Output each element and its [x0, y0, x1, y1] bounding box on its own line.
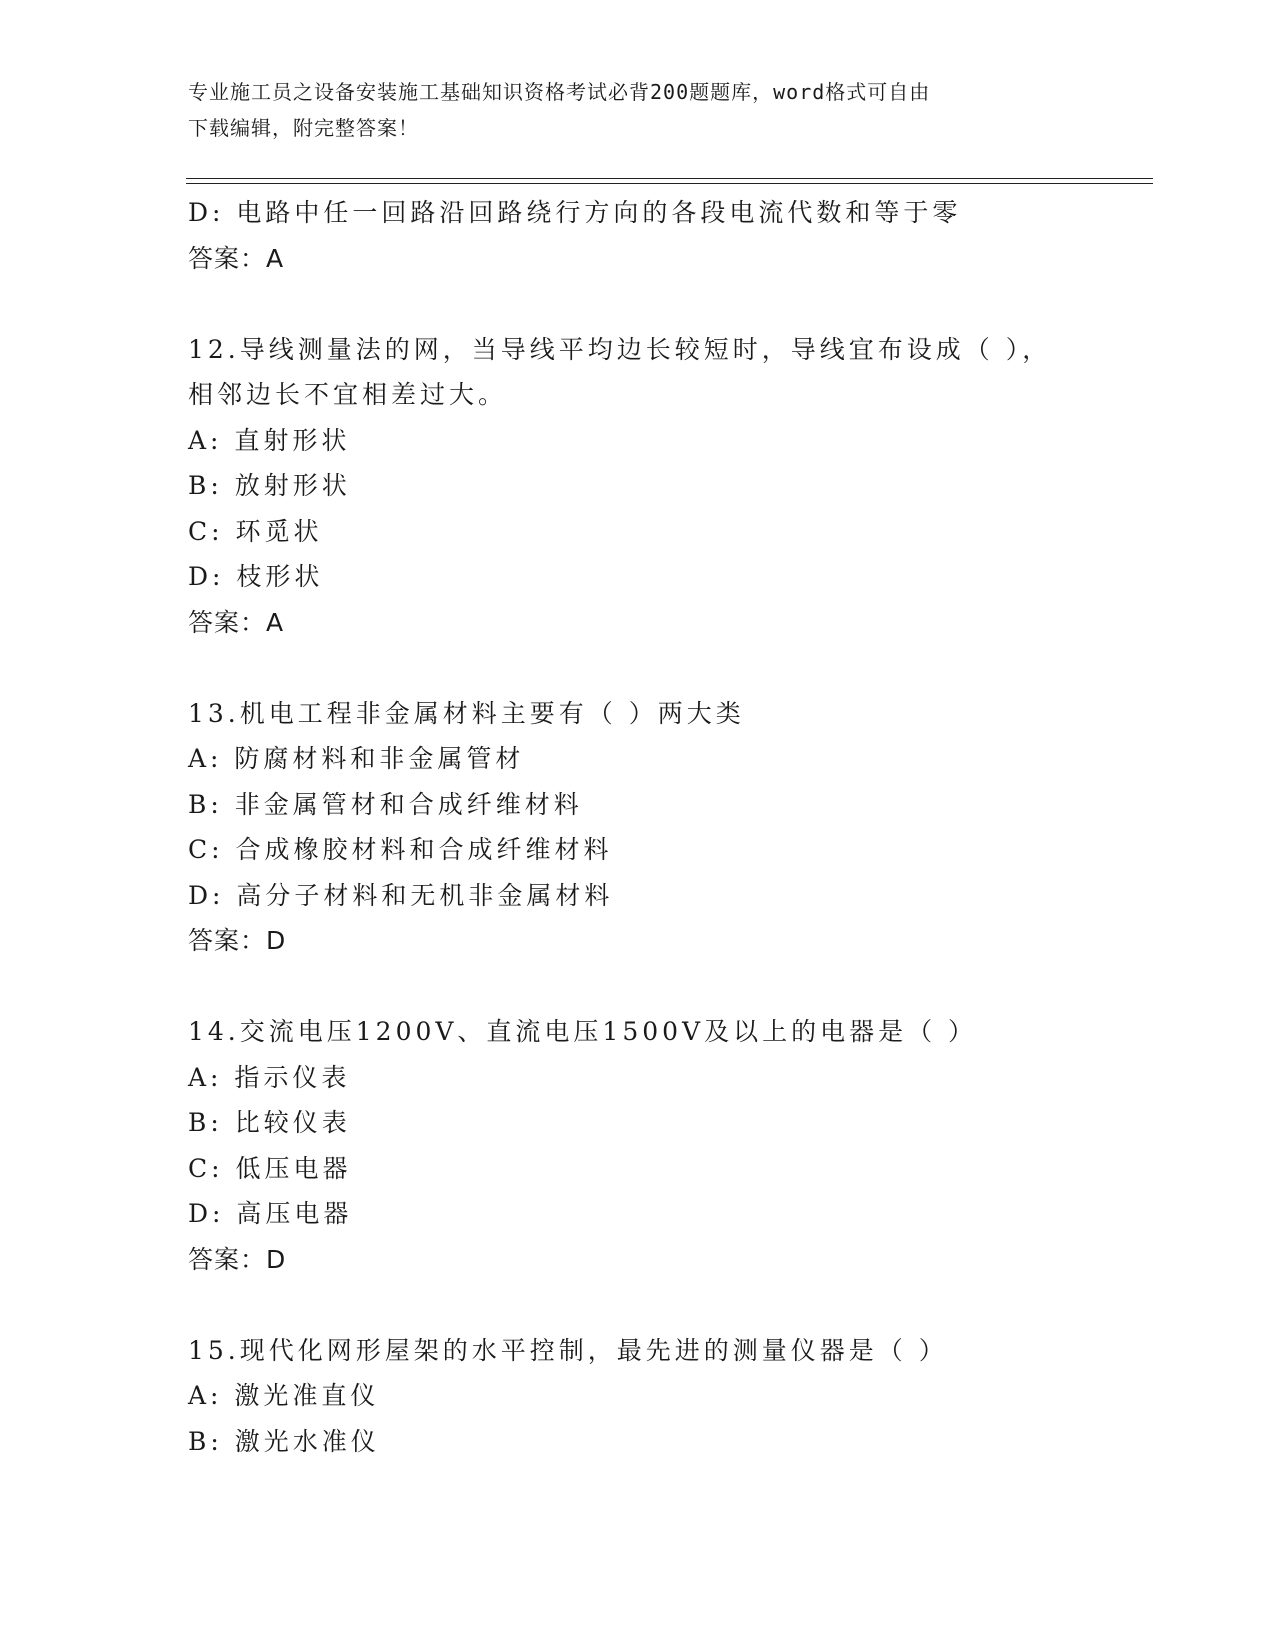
question-15-stem: 15.现代化网形屋架的水平控制，最先进的测量仪器是（ ） — [188, 1335, 948, 1365]
question-15-option-a: A: 激光准直仪 — [188, 1381, 380, 1410]
header-line-1: 专业施工员之设备安装施工基础知识资格考试必背200题题库，word格式可自由 — [188, 80, 931, 104]
question-14-option-d: D: 高压电器 — [188, 1199, 353, 1228]
document-header — [188, 74, 1088, 146]
spacer — [188, 964, 1148, 1010]
header-line-2: 下载编辑，附完整答案！ — [188, 116, 419, 140]
question-12-stem: 12.导线测量法的网，当导线平均边长较短时，导线宜布设成（ ）， — [188, 334, 1052, 364]
question-list — [188, 190, 1148, 1464]
question-15-option-b: B: 激光水准仪 — [188, 1426, 380, 1456]
question-13-stem: 13.机电工程非金属材料主要有（ ）两大类 — [188, 698, 745, 728]
question-12-option-d: D: 枝形状 — [188, 562, 324, 591]
question-12-answer: 答案：A — [188, 607, 285, 637]
question-12-option-c: C: 环觅状 — [188, 516, 323, 546]
question-14-answer: 答案：D — [188, 1244, 287, 1274]
question-14-option-c: C: 低压电器 — [188, 1153, 352, 1183]
prev-option-d: D: 电路中任一回路沿回路绕行方向的各段电流代数和等于零 — [188, 198, 962, 227]
question-12-option-a: A: 直射形状 — [188, 425, 351, 455]
question-12-option-b: B: 放射形状 — [188, 471, 351, 500]
question-13-option-b: B: 非金属管材和合成纤维材料 — [188, 789, 583, 819]
question-13-option-c: C: 合成橡胶材料和合成纤维材料 — [188, 835, 613, 864]
question-13-option-a: A: 防腐材料和非金属管材 — [188, 744, 525, 773]
question-13-option-d: D: 高分子材料和无机非金属材料 — [188, 880, 614, 910]
header-divider-double — [186, 183, 1153, 184]
question-12-stem-cont: 相邻边长不宜相差过大。 — [188, 380, 508, 409]
spacer — [188, 1282, 1148, 1328]
question-13-answer: 答案：D — [188, 926, 287, 955]
header-divider — [186, 178, 1153, 179]
prev-answer: 答案：A — [188, 243, 285, 273]
question-14-option-a: A: 指示仪表 — [188, 1062, 351, 1092]
question-14-stem: 14.交流电压1200V、直流电压1500V及以上的电器是（ ） — [188, 1017, 978, 1046]
spacer — [188, 281, 1148, 327]
spacer — [188, 645, 1148, 691]
question-14-option-b: B: 比较仪表 — [188, 1108, 351, 1137]
